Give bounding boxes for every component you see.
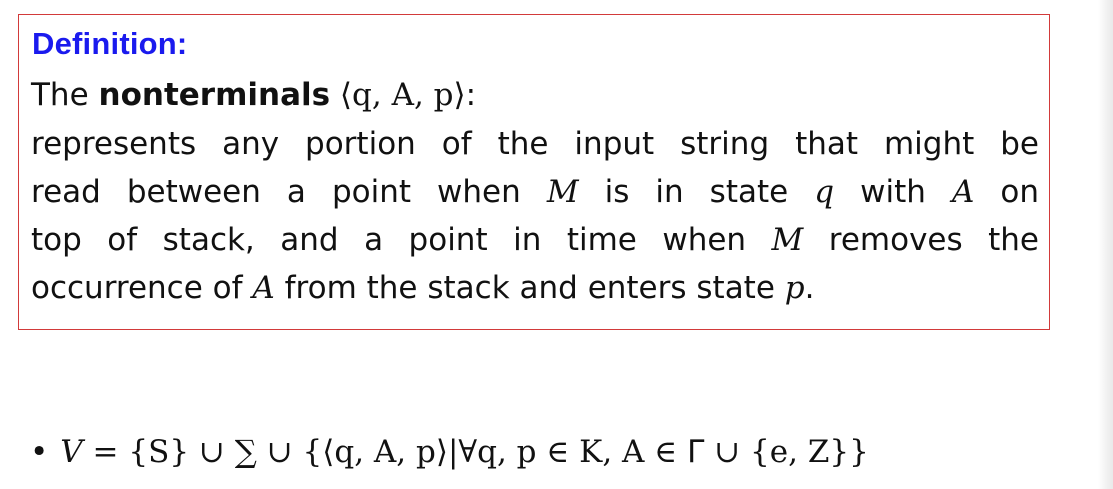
line3-text-d: on <box>974 174 1039 210</box>
line3-text-c: with <box>834 174 952 210</box>
line3-var-M: M <box>546 174 579 210</box>
line5-var-A: A <box>252 270 275 306</box>
title-bold-term: nonterminals <box>98 77 331 113</box>
definition-heading: Definition: <box>32 26 188 61</box>
formula-end: ∪ {e, Z}} <box>704 434 869 470</box>
bullet-formula-line <box>30 432 869 472</box>
line5-text-b: from the stack and enters state <box>274 270 785 306</box>
title-colon: : <box>465 77 477 113</box>
definition-line-5 <box>31 270 1039 306</box>
line5-text-c: . <box>804 270 815 306</box>
line4-var-M: M <box>771 222 804 258</box>
definition-title-line <box>31 77 1039 113</box>
formula-body: = {S} ∪ ∑ ∪ {⟨q, A, p⟩|∀q, p ∈ K, A ∈ <box>82 434 688 470</box>
definition-line-3 <box>31 174 1039 210</box>
definition-line-4 <box>31 222 1039 258</box>
title-math-tuple: ⟨q, A, p⟩ <box>330 77 466 113</box>
line3-var-q: q <box>814 174 835 210</box>
definition-line-2: represents any portion of the input string that might be <box>31 126 1039 162</box>
formula-var-V: V <box>60 434 83 470</box>
line4-text-b: removes the <box>803 222 1039 258</box>
formula-gamma: Γ <box>687 434 705 470</box>
bullet-icon: • <box>30 434 49 470</box>
right-edge-shadow <box>1098 0 1113 489</box>
line3-var-A: A <box>951 174 975 210</box>
definition-box <box>18 14 1050 330</box>
title-prefix: The <box>31 77 99 113</box>
line5-var-p: p <box>784 270 805 306</box>
line5-text-a: occurrence of <box>31 270 253 306</box>
line3-text-b: is in state <box>578 174 815 210</box>
line3-text-a: read between a point when <box>31 174 547 210</box>
line4-text-a: top of stack, and a point in time when <box>31 222 772 258</box>
